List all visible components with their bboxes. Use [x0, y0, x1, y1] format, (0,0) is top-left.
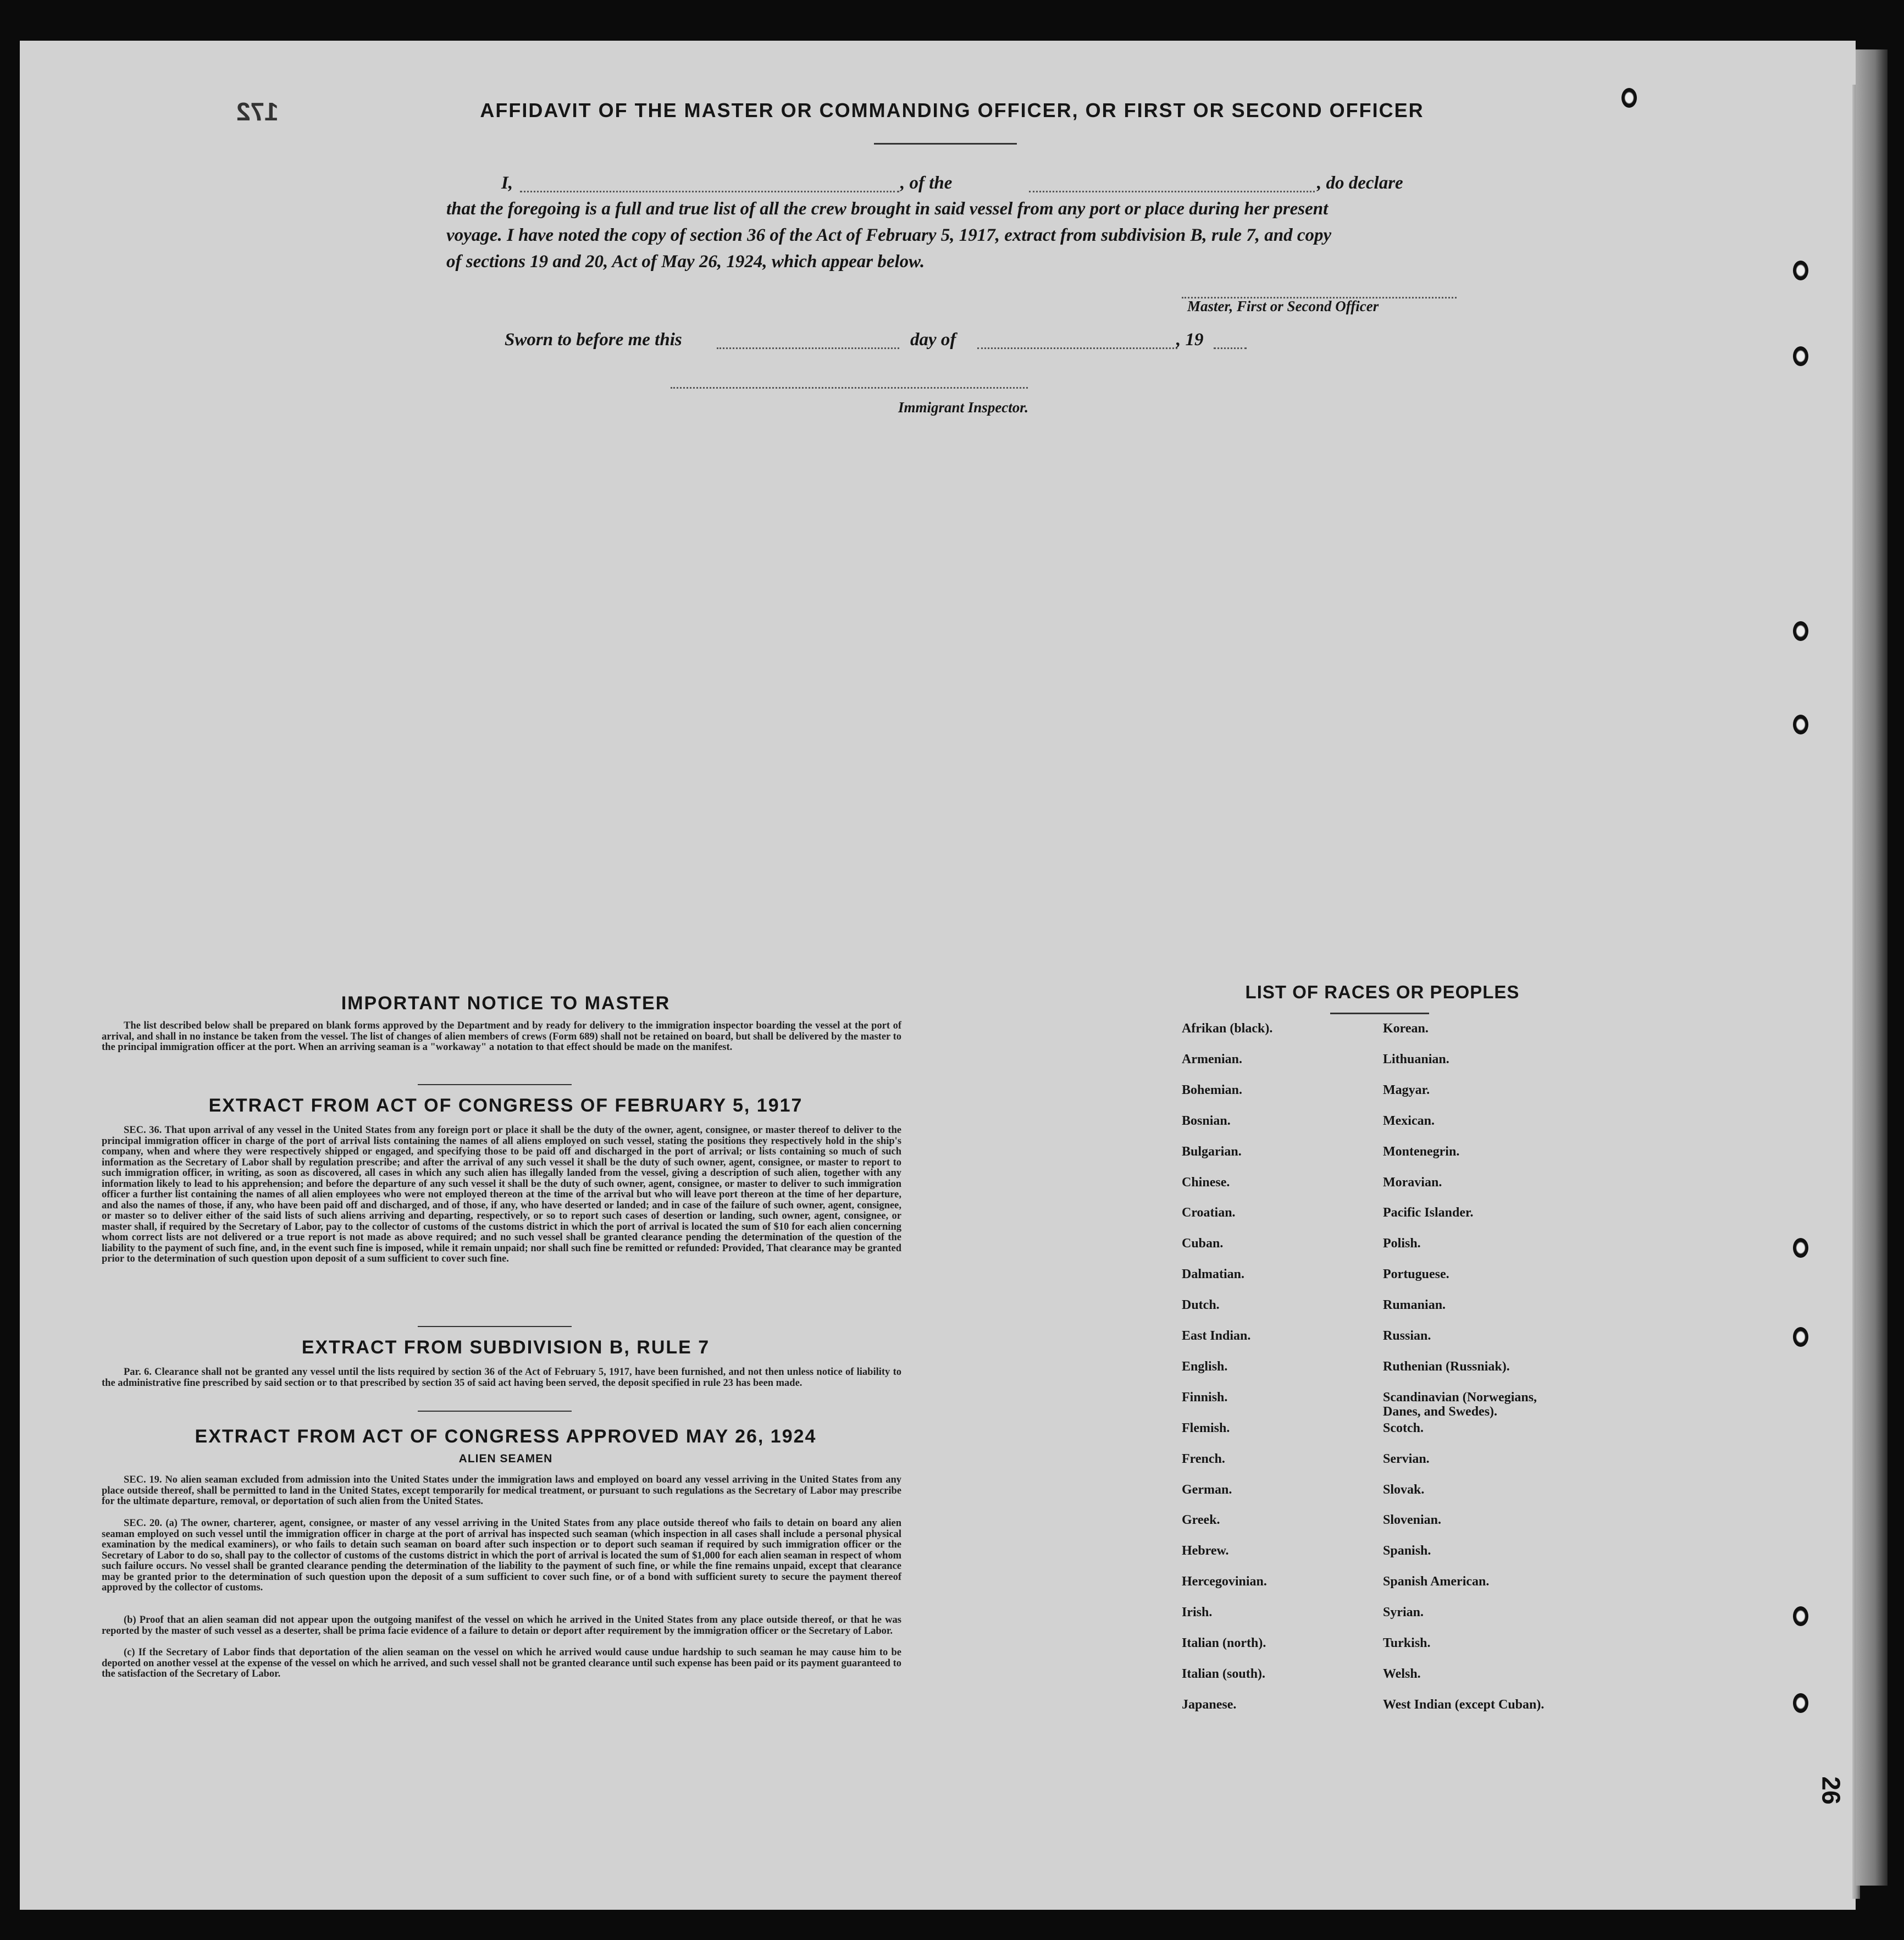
- binder-hole: [1793, 621, 1808, 641]
- divider: [418, 1084, 572, 1085]
- race-item: German.: [1182, 1482, 1232, 1497]
- race-item: Dutch.: [1182, 1298, 1220, 1313]
- race-item: Moravian.: [1383, 1175, 1442, 1190]
- races-underline: [1330, 1013, 1429, 1014]
- race-item: Bosnian.: [1182, 1113, 1231, 1128]
- race-item: Slovak.: [1383, 1482, 1425, 1497]
- year-blank: [1214, 347, 1247, 349]
- page-edge: [1856, 49, 1888, 1886]
- inspector-signature-line: [671, 387, 1028, 389]
- sworn-line: [505, 330, 1274, 354]
- of-the-label: , of the: [900, 173, 953, 193]
- binder-hole: [1793, 346, 1808, 366]
- race-item: Pacific Islander.: [1383, 1206, 1474, 1220]
- race-item: Japanese.: [1182, 1697, 1237, 1712]
- page-number-edge: 26: [1817, 1776, 1846, 1805]
- race-item: Lithuanian.: [1383, 1052, 1449, 1066]
- notice-text: The list described below shall be prepared on blank forms approved by the Department and by ready for delivery to the immigration inspector boarding the vessel at the port of arrival, and shall in no instance be taken from the vessel. The list of changes of alien members of crews (Form 689) shall not be retained on board, but shall be delivered by the master to the principal immigration officer at the port. When an arriving seaman is a "workaway" a notation to that effect should be made on the manifest.: [102, 1020, 901, 1053]
- rule7-text: Par. 6. Clearance shall not be granted any vessel until the lists required by section 36 of the Act of February 5, 1917, have been furnished, and not then unless notice of liability to the administrative fine prescribed by said section or to that prescribed by section 35 of said act having been served, the deposit specified in rule 23 has been made.: [102, 1367, 901, 1389]
- race-item: Cuban.: [1182, 1236, 1224, 1251]
- declaration-line-1: [501, 173, 1458, 197]
- declaration-line-2: that the foregoing is a full and true list of all the crew brought in said vessel from any port or place during her present: [446, 199, 1329, 219]
- race-item: Afrikan (black).: [1182, 1021, 1273, 1036]
- race-item: English.: [1182, 1359, 1228, 1374]
- race-item: Irish.: [1182, 1605, 1213, 1620]
- races-title: LIST OF RACES OR PEOPLES: [1245, 982, 1520, 1002]
- race-item: French.: [1182, 1451, 1225, 1466]
- race-item: Croatian.: [1182, 1206, 1236, 1220]
- binder-hole: [1793, 1606, 1808, 1626]
- binder-hole: [1793, 1327, 1808, 1347]
- binder-hole: [1793, 261, 1808, 280]
- races-right-column: [1383, 1021, 1614, 1736]
- binder-hole: [1793, 1238, 1808, 1258]
- race-item: Magyar.: [1383, 1082, 1430, 1097]
- i-label: I,: [501, 173, 513, 193]
- inspector-label: Immigrant Inspector.: [898, 399, 1029, 416]
- race-item: Russian.: [1383, 1329, 1431, 1343]
- race-item: West Indian (except Cuban).: [1383, 1697, 1545, 1712]
- day-blank: [717, 347, 899, 349]
- race-item: Greek.: [1182, 1513, 1220, 1528]
- divider: [418, 1411, 572, 1412]
- declaration-line-3: voyage. I have noted the copy of section 36 of the Act of February 5, 1917, extract from subdivision B, rule 7, and copy: [446, 225, 1332, 245]
- declaration-line-4: of sections 19 and 20, Act of May 26, 1924, which appear below.: [446, 252, 925, 272]
- race-item: Chinese.: [1182, 1175, 1230, 1190]
- vessel-blank: [1029, 191, 1315, 192]
- notice-title: IMPORTANT NOTICE TO MASTER: [341, 993, 671, 1014]
- affidavit-title: AFFIDAVIT OF THE MASTER OR COMMANDING OFFICER, OR FIRST OR SECOND OFFICER: [480, 99, 1424, 121]
- binder-hole: [1793, 1693, 1808, 1713]
- extract-1924-title: EXTRACT FROM ACT OF CONGRESS APPROVED MAY 26, 1924: [195, 1426, 817, 1447]
- race-item: Servian.: [1383, 1451, 1430, 1466]
- race-item: Polish.: [1383, 1236, 1421, 1251]
- race-item: Scandinavian (Norwegians, Danes, and Swedes).: [1383, 1390, 1537, 1419]
- divider: [418, 1326, 572, 1327]
- day-of-label: day of: [910, 330, 956, 350]
- master-label: Master, First or Second Officer: [1187, 298, 1379, 314]
- race-item: Welsh.: [1383, 1666, 1421, 1681]
- race-item: Ruthenian (Russniak).: [1383, 1359, 1510, 1374]
- race-item: Dalmatian.: [1182, 1267, 1244, 1282]
- race-item: Mexican.: [1383, 1113, 1435, 1128]
- race-item: Hebrew.: [1182, 1544, 1229, 1558]
- race-item: Italian (south).: [1182, 1666, 1266, 1681]
- rule7-title: EXTRACT FROM SUBDIVISION B, RULE 7: [301, 1337, 710, 1358]
- races-left-column: [1182, 1021, 1391, 1736]
- sworn-label: Sworn to before me this: [505, 330, 682, 350]
- race-item: Rumanian.: [1383, 1298, 1446, 1313]
- race-item: Turkish.: [1383, 1636, 1431, 1650]
- sec20c-text: (c) If the Secretary of Labor finds that deportation of the alien seaman on the vessel on which he arrived would cause undue hardship to such seaman he may cause him to be deported on another vessel at the expense of the vessel on which he arrived, and such vessel shall not be granted clearance until such expense has been paid or its payment guaranteed to the satisfaction of the Secretary of Labor.: [102, 1647, 901, 1679]
- page-number-mirrored: 172: [236, 97, 279, 126]
- race-item: Armenian.: [1182, 1052, 1242, 1066]
- race-item: East Indian.: [1182, 1329, 1251, 1343]
- year-label: , 19: [1176, 330, 1204, 350]
- name-blank: [520, 191, 899, 192]
- race-item: Spanish.: [1383, 1544, 1431, 1558]
- race-item: Spanish American.: [1383, 1574, 1490, 1589]
- extract-1917-title: EXTRACT FROM ACT OF CONGRESS OF FEBRUARY 5, 1917: [208, 1095, 803, 1116]
- sec20a-text: SEC. 20. (a) The owner, charterer, agent, consignee, or master of any vessel arriving in the United States from any place outside thereof who fails to detain on board any alien seaman employed on such vessel until the immigration officer in charge at the port of arrival has inspected such seaman (which inspection in all cases shall include a personal physical examination by the medical examiners), or who fails to detain such seaman on board after such inspection or to deport such seaman if required by such immigration officer or the Secretary of Labor to do so, shall pay to the collector of customs of the customs district in which the port of arrival is located the sum of $1,000 for each alien seaman in respect of whom such failure occurs. No vessel shall be granted clearance pending the determination of the liability to the payment of such fine, or while the fine remains unpaid, except that clearance may be granted prior to the determination of such question upon the deposit of a sum sufficient to cover such fine, or of a bond with sufficient surety to secure the payment thereof approved by the collector of customs.: [102, 1518, 901, 1593]
- title-underline: [874, 143, 1017, 145]
- extract-1917-text: SEC. 36. That upon arrival of any vessel in the United States from any foreign port or place it shall be the duty of the owner, agent, consignee, or master thereof to deliver to the principal immigration officer in charge of the port of arrival lists containing the names of all aliens employed on such vessel, stating the positions they respectively hold in the ship's company, when and where they were respectively shipped or engaged, and specifying those to be paid off and discharged in the port of arrival; or lists containing so much of such information as the Secretary of Labor shall by regulation prescribe; and after the arrival of any such vessel it shall be the duty of such owner, agent, consignee, or master to report to such immigration officer, in writing, as soon as discovered, all cases in which any such alien has illegally landed from the vessel, giving a description of such alien, together with any information likely to lead to his apprehension; and before the departure of any such vessel it shall be the duty of such owner, agent, consignee, or master to deliver to such immigration officer a further list containing the names of all alien employees who were not employed thereon at the time of the arrival but who will leave port thereon at the time of her departure, and also the names of those, if any, who have been paid off and discharged, and of those, if any, who have deserted or landed; and in case of the failure of such owner, agent, consignee, or master so to deliver either of the said lists of such aliens arriving and departing, respectively, or so to report such cases of desertion or landing, such owner, agent, consignee, or master shall, if required by the Secretary of Labor, pay to the collector of customs of the customs district in which the port of arrival is located the sum of $10 for each alien concerning whom correct lists are not delivered or a true report is not made as above required; and no such vessel shall be granted clearance pending the determination of the question of the liability to the payment of such fine, and, in the event such fine is imposed, while it remain unpaid; nor shall such fine be remitted or refunded: Provided, That clearance may be granted prior to the determination of such question upon deposit of a sum sufficient to cover such fine.: [102, 1125, 901, 1264]
- month-blank: [977, 347, 1177, 349]
- sec20b-text: (b) Proof that an alien seaman did not appear upon the outgoing manifest of the vessel on which he arrived in the United States from any place outside thereof, or that he was reported by the master of such vessel as a deserter, shall be prima facie evidence of a failure to detain or deport after requirement by the immigration officer or the Secretary of Labor.: [102, 1615, 901, 1637]
- race-item: Hercegovinian.: [1182, 1574, 1267, 1589]
- race-item: Bulgarian.: [1182, 1144, 1242, 1159]
- race-item: Korean.: [1383, 1021, 1429, 1036]
- do-declare-label: , do declare: [1317, 173, 1403, 193]
- race-item: Syrian.: [1383, 1605, 1424, 1620]
- race-item: Portuguese.: [1383, 1267, 1449, 1282]
- race-item: Flemish.: [1182, 1421, 1230, 1435]
- alien-seamen-subtitle: ALIEN SEAMEN: [458, 1452, 553, 1465]
- race-item: Italian (north).: [1182, 1636, 1266, 1650]
- race-item: Bohemian.: [1182, 1082, 1243, 1097]
- race-item: Slovenian.: [1383, 1513, 1442, 1528]
- sec19-text: SEC. 19. No alien seaman excluded from admission into the United States under the immigration laws and employed on board any vessel arriving in the United States from any place outside thereof, shall be permitted to land in the United States, except temporarily for medical treatment, or pursuant to such regulations as the Secretary of Labor may prescribe for the ultimate departure, removal, or deportation of such alien from the United States.: [102, 1474, 901, 1507]
- race-item: Finnish.: [1182, 1390, 1228, 1405]
- binder-hole: [1793, 715, 1808, 734]
- race-item: Montenegrin.: [1383, 1144, 1460, 1159]
- race-item: Scotch.: [1383, 1421, 1424, 1435]
